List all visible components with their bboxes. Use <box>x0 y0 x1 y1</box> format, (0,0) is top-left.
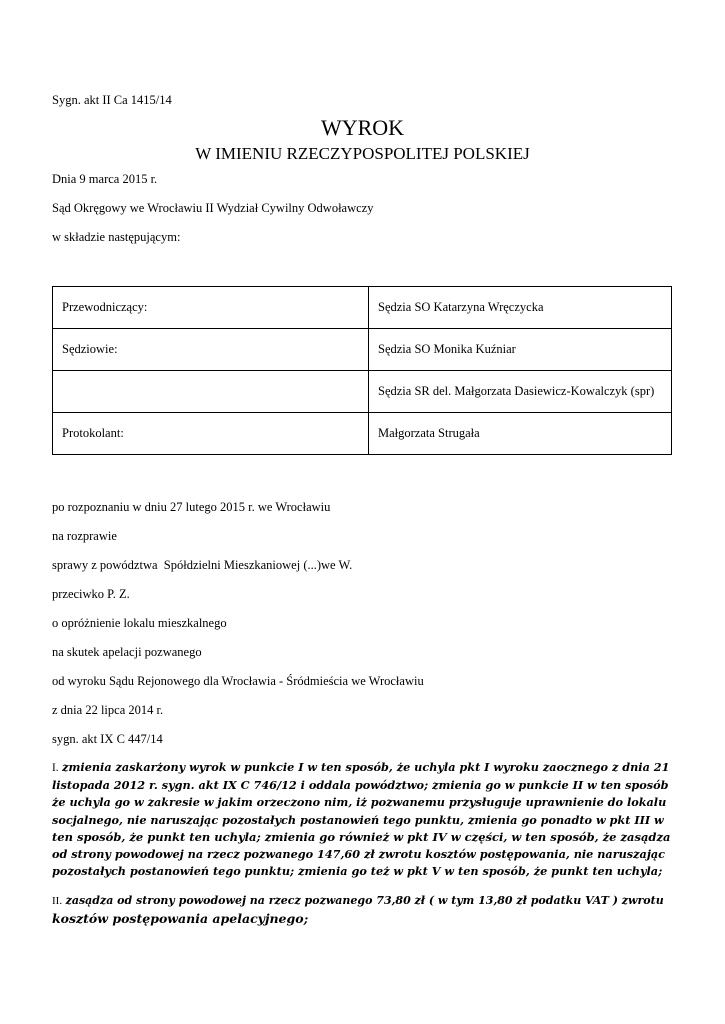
table-row <box>53 371 672 413</box>
ruling-line: zmienia zaskarżony wyrok w punkcie I w ten sposób, że uchyla pkt I wyroku zaocznego z dnia 21 <box>62 760 670 774</box>
role-cell: Sędziowie: <box>53 329 369 371</box>
ruling-line: że uchyla go w zakresie w jakim orzeczono nim, iż pozwanemu przysługuje uprawnienie do lokalu <box>52 795 667 810</box>
role-cell <box>53 371 369 413</box>
document-title: WYROK <box>320 115 405 140</box>
name-cell: Małgorzata Strugała <box>369 413 672 455</box>
proceedings-line: po rozpoznaniu w dniu 27 lutego 2015 r. we Wrocławiu <box>52 500 331 514</box>
ruling-point-1 <box>52 759 672 880</box>
proceedings-line: o opróżnienie lokalu mieszkalnego <box>52 616 227 630</box>
proceedings-line: sygn. akt IX C 447/14 <box>52 732 163 746</box>
table-row <box>53 413 672 455</box>
role-cell: Przewodniczący: <box>53 287 369 329</box>
proceedings-line: sprawy z powództwa Spółdzielni Mieszkaniowej (...)we W. <box>52 558 353 572</box>
ruling-line: od strony powodowej na rzecz pozwanego 147,60 zł zwrotu kosztów postępowania, nie naruszając <box>52 847 666 862</box>
proceedings-line: na rozprawie <box>52 529 117 543</box>
proceedings-line: z dnia 22 lipca 2014 r. <box>52 703 164 717</box>
judgment-date: Dnia 9 marca 2015 r. <box>52 172 158 186</box>
ruling-line: zasądza od strony powodowej na rzecz pozwanego 73,80 zł ( w tym 13,80 zł podatku VAT ) zwrotu <box>65 894 664 907</box>
table-row <box>53 329 672 371</box>
ruling-line: listopada 2012 r. sygn. akt IX C 746/12 i oddala powództwo; zmienia go w punkcie II w ten sposób <box>52 778 669 793</box>
ruling-line: socjalnego, nie naruszając pozostałych postanowień tego punktu, zmienia go ponadto w pkt III w <box>52 812 664 827</box>
document-subtitle: W IMIENIU RZECZYPOSPOLITEJ POLSKIEJ <box>195 144 530 163</box>
composition-intro: w składzie następującym: <box>52 230 181 244</box>
proceedings-line: od wyroku Sądu Rejonowego dla Wrocławia - Śródmieścia we Wrocławiu <box>52 674 424 688</box>
ruling-number: II. <box>52 895 63 907</box>
ruling-line: pozostałych postanowień tego punktu; zmienia go też w pkt V w ten sposób, że punkt ten uchyla; <box>52 864 663 879</box>
name-cell: Sędzia SO Monika Kuźniar <box>369 329 672 371</box>
ruling-line: kosztów postępowania apelacyjnego; <box>52 911 309 927</box>
ruling-number: I. <box>52 762 59 774</box>
case-signature: Sygn. akt II Ca 1415/14 <box>52 93 172 107</box>
name-cell: Sędzia SO Katarzyna Wręczycka <box>369 287 672 329</box>
court-name: Sąd Okręgowy we Wrocławiu II Wydział Cywilny Odwoławczy <box>52 201 374 215</box>
proceedings-line: na skutek apelacji pozwanego <box>52 645 202 659</box>
name-cell: Sędzia SR del. Małgorzata Dasiewicz-Kowalczyk (spr) <box>369 371 672 413</box>
panel-table <box>52 286 672 455</box>
role-cell: Protokolant: <box>53 413 369 455</box>
ruling-line: ten sposób, że punkt ten uchyla; zmienia go również w pkt IV w części, w ten sposób, że zasądza <box>52 829 671 844</box>
table-row <box>53 287 672 329</box>
proceedings-line: przeciwko P. Z. <box>52 587 130 601</box>
ruling-point-2 <box>52 892 672 927</box>
